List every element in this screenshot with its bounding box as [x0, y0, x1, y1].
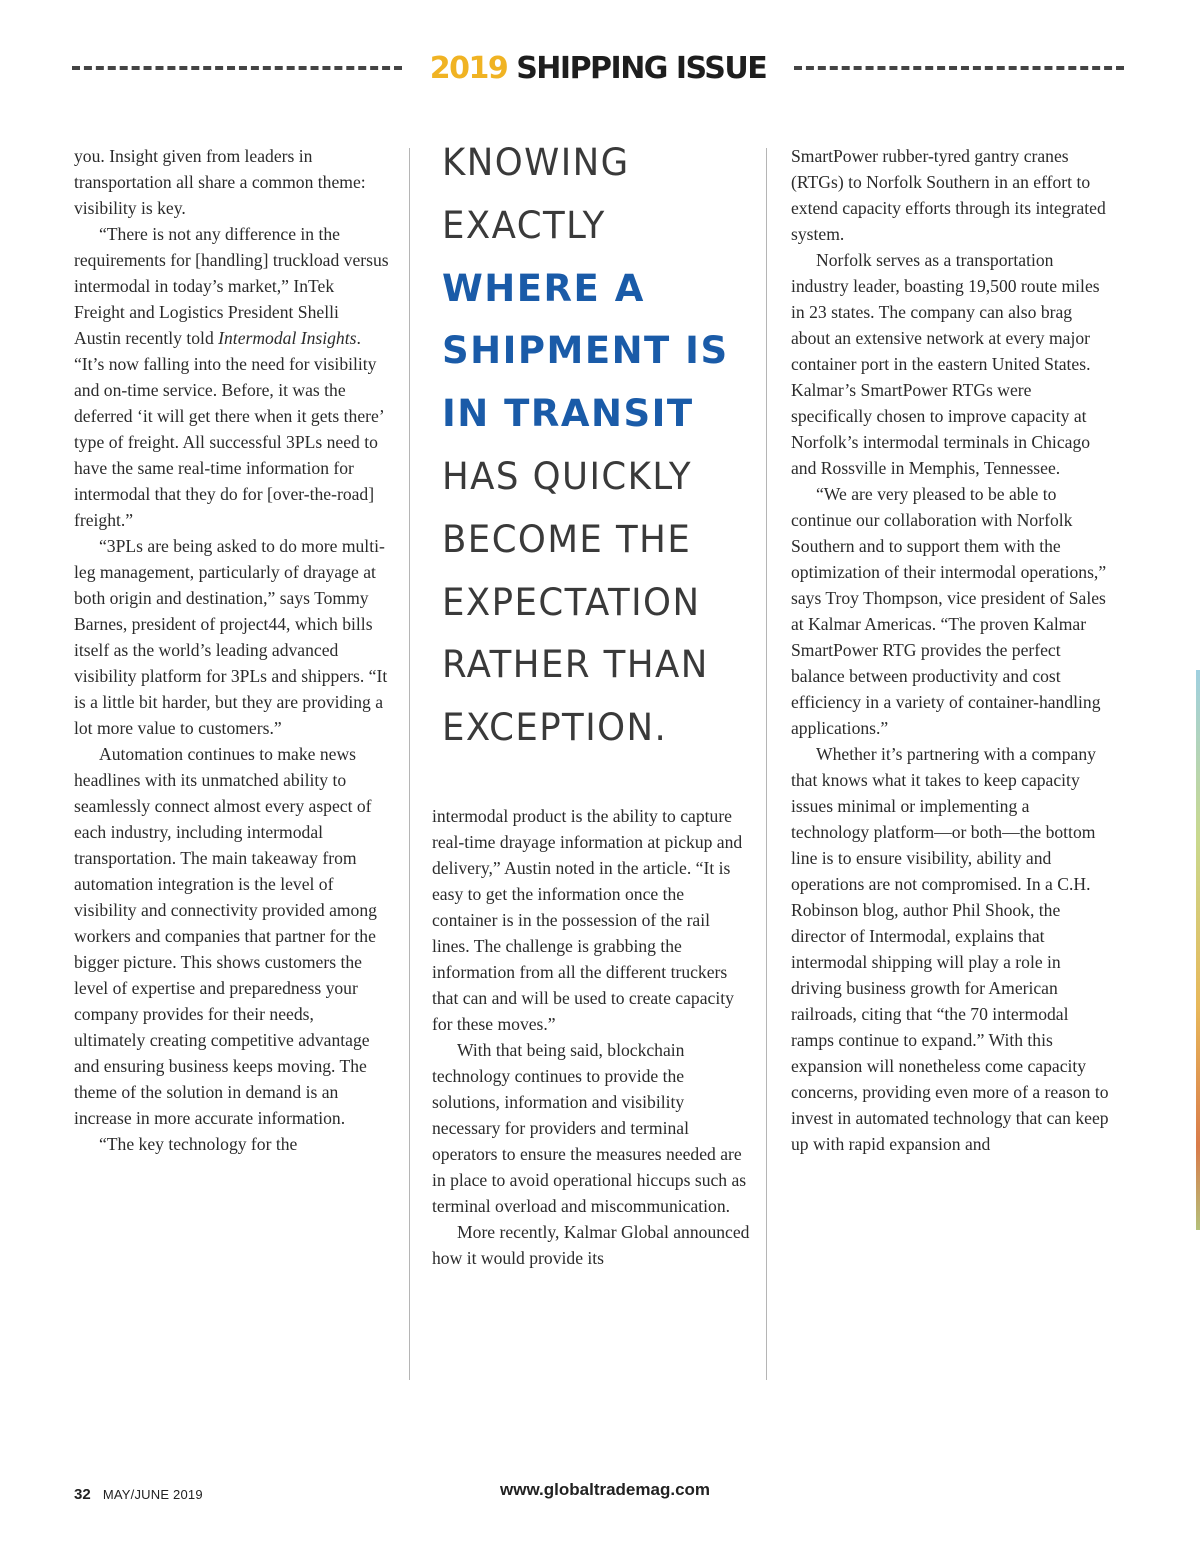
- pull-quote-line: EXCEPTION.: [442, 706, 668, 750]
- header-left-dashes: [72, 66, 402, 70]
- paragraph: intermodal product is the ability to capture real-time drayage information at pickup and delivery,” Austin noted in the article. “It is easy to get the information once the container is in the possession of the rail lines. The challenge is grabbing the information from all the different truckers that can and will be used to create capacity for these moves.”: [432, 806, 743, 1034]
- page-footer: [74, 1486, 203, 1503]
- issue-title: [402, 51, 795, 86]
- pull-quote-line-highlight: SHIPMENT IS: [442, 329, 729, 373]
- column-divider-right: [766, 148, 767, 1380]
- pull-quote-line: EXACTLY: [442, 203, 606, 247]
- header-right-dashes: [794, 66, 1124, 70]
- adjacent-page-edge: [1196, 670, 1200, 1230]
- paragraph: SmartPower rubber-tyred gantry cranes (RTGs) to Norfolk Southern in an effort to extend capacity efforts through its integrated system.: [791, 146, 1106, 244]
- paragraph: “3PLs are being asked to do more multi-leg management, particularly of drayage at both origin and destination,” says Tommy Barnes, president of project44, which bills itself as the world’s leading advanced visibility platform for 3PLs and shippers. “It is a little bit harder, but they are providing a lot more value to customers.”: [74, 536, 388, 738]
- pull-quote: [442, 132, 752, 760]
- issue-date: MAY/JUNE 2019: [102, 1487, 203, 1502]
- section-header: [72, 46, 1124, 90]
- publication-title: Intermodal Insights: [218, 328, 357, 348]
- issue-label: SHIPPING ISSUE: [516, 50, 767, 86]
- pull-quote-line: HAS QUICKLY: [442, 454, 692, 498]
- pull-quote-line: BECOME THE: [442, 517, 692, 561]
- paragraph: Whether it’s partnering with a company that knows what it takes to keep capacity issues minimal or implementing a technology platform—or both—the bottom line is to ensure visibility, ability and operations are not compromised. In a C.H. Robinson blog, author Phil Shook, the director of Intermodal, explains that intermodal shipping will play a role in driving business growth for American railroads, citing that “the 70 intermodal ramps continue to expand.” With this expansion will nonetheless come capacity concerns, providing even more of a reason to invest in automated technology that can keep up with rapid expansion and: [791, 744, 1109, 1154]
- pull-quote-line: RATHER THAN: [442, 643, 709, 687]
- page-number: 32: [74, 1486, 91, 1503]
- paragraph: “We are very pleased to be able to continue our collaboration with Norfolk Southern and to support them with the optimization of their intermodal operations,” says Troy Thompson, vice president of Sales at Kalmar Americas. “The proven Kalmar SmartPower RTG provides the perfect balance between productivity and cost efficiency in a variety of container-handling applications.”: [791, 484, 1107, 738]
- article-column-1: [74, 143, 389, 1157]
- column-divider-left: [409, 148, 410, 1380]
- paragraph: With that being said, blockchain technology continues to provide the solutions, information and visibility necessary for providers and terminal operators to ensure the measures needed are in place to avoid operational hiccups such as terminal overload and miscommunication.: [432, 1040, 747, 1216]
- paragraph: you. Insight given from leaders in transportation all share a common theme: visibility is key.: [74, 146, 366, 218]
- issue-year: 2019: [429, 50, 508, 86]
- paragraph: Automation continues to make news headlines with its unmatched ability to seamlessly connect almost every aspect of each industry, including intermodal transportation. The main takeaway from automation integration is the level of visibility and connectivity provided among workers and companies that partner for the bigger picture. This shows customers the level of expertise and preparedness your company provides for their needs, ultimately creating competitive advantage and ensuring business keeps moving. The theme of the solution in demand is an increase in more accurate information.: [74, 744, 377, 1128]
- pull-quote-line-highlight: WHERE A: [442, 266, 645, 310]
- website-link[interactable]: www.globaltrademag.com: [500, 1480, 711, 1499]
- article-column-2: [432, 803, 750, 1271]
- article-column-3: [791, 143, 1109, 1157]
- paragraph: “The key technology for the: [99, 1134, 298, 1154]
- paragraph: Norfolk serves as a transportation industry leader, boasting 19,500 route miles in 23 states. The company can also brag about an extensive network at every major container port in the eastern United States. Kalmar’s SmartPower RTGs were specifically chosen to improve capacity at Norfolk’s intermodal terminals in Chicago and Rossville in Memphis, Tennessee.: [791, 250, 1100, 478]
- pull-quote-line: EXPECTATION: [442, 580, 701, 624]
- pull-quote-line-highlight: IN TRANSIT: [442, 392, 694, 436]
- pull-quote-line: KNOWING: [442, 141, 630, 184]
- paragraph: More recently, Kalmar Global announced how it would provide its: [432, 1222, 750, 1268]
- paragraph: “There is not any difference in the requirements for [handling] truckload versus intermodal in today’s market,” InTek Freight and Logistics President Shelli Austin recently told Intermodal Insights. “It’s now falling into the need for visibility and on-time service. Before, it was the deferred ‘it will get there when it gets there’ type of freight. All successful 3PLs need to have the same real-time information for intermodal that they do for [over-the-road] freight.”: [74, 224, 389, 530]
